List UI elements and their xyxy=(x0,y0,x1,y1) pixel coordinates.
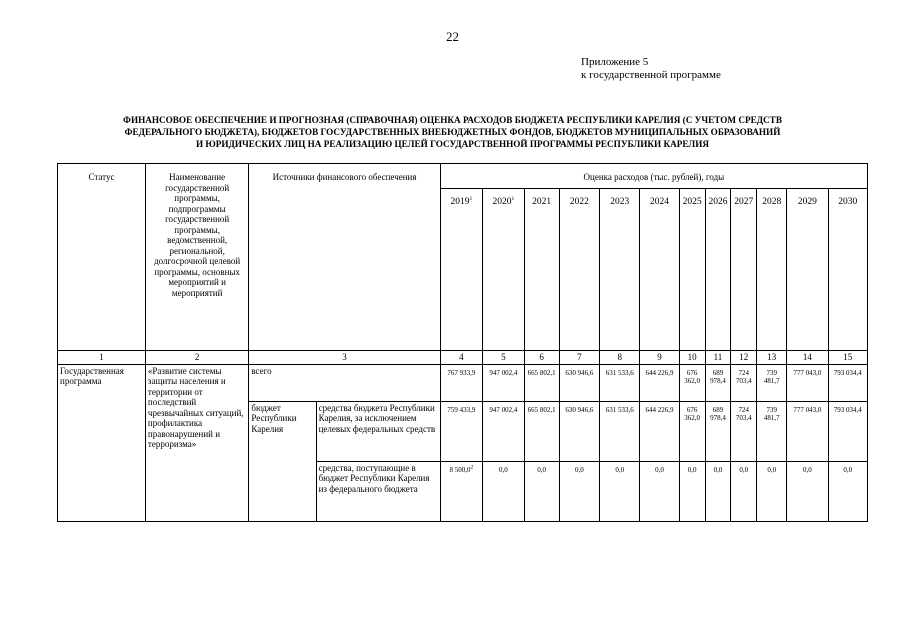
header-name: Наименование государственной программы, подпрограммы государственной программы, ведомственной, региональной, долгосрочной целевой программы, основных мероприятий и мероприятий xyxy=(145,164,248,351)
year-header-2019 xyxy=(440,189,482,351)
column-number-1: 1 xyxy=(58,351,146,365)
rk-funds-value: 689 978,4 xyxy=(705,401,731,461)
column-number-13: 13 xyxy=(757,351,787,365)
year-header-2021 xyxy=(524,189,559,351)
annex-line-2: к государственной программе xyxy=(581,69,721,81)
year-label: 2030 xyxy=(838,197,858,207)
total-value: 665 802,1 xyxy=(524,364,559,401)
source-federal-funds: средства, поступающие в бюджет Республики Карелия из федерального бюджета xyxy=(316,461,440,521)
year-label: 2025 xyxy=(682,197,702,207)
federal-funds-value: 0,0 xyxy=(731,461,757,521)
rk-funds-value: 665 802,1 xyxy=(524,401,559,461)
column-number-3: 3 xyxy=(249,351,440,365)
total-value: 724 703,4 xyxy=(731,364,757,401)
federal-funds-value: 0,0 xyxy=(757,461,787,521)
source-rk-funds: средства бюджета Республики Карелия, за исключением целевых федеральных средств xyxy=(316,401,440,461)
header-sources: Источники финансового обеспечения xyxy=(249,164,440,351)
value-federal-2019 xyxy=(440,461,482,521)
program-status: Государственная программа xyxy=(58,364,146,521)
year-header-2022 xyxy=(559,189,599,351)
total-value: 739 481,7 xyxy=(757,364,787,401)
total-value: 631 533,6 xyxy=(600,364,640,401)
rk-funds-value: 947 002,4 xyxy=(483,401,524,461)
year-header-2030 xyxy=(828,189,867,351)
footnote-mark: 1 xyxy=(469,195,473,202)
rk-funds-value: 777 043,0 xyxy=(787,401,828,461)
year-label: 2027 xyxy=(734,197,754,207)
year-label: 2020 xyxy=(492,197,512,207)
year-label: 2029 xyxy=(797,197,817,207)
column-number-row xyxy=(58,351,868,365)
column-number-15: 15 xyxy=(828,351,867,365)
year-label: 2019 xyxy=(450,197,470,207)
year-header-2028 xyxy=(757,189,787,351)
federal-funds-value: 0,0 xyxy=(483,461,524,521)
year-header-2025 xyxy=(679,189,705,351)
federal-funds-value: 0,0 xyxy=(559,461,599,521)
rk-funds-value: 644 226,9 xyxy=(640,401,679,461)
column-number-9: 9 xyxy=(640,351,679,365)
federal-funds-value: 0,0 xyxy=(828,461,867,521)
total-value: 767 933,9 xyxy=(440,364,482,401)
year-header-2026 xyxy=(705,189,731,351)
program-name: «Развитие системы защиты населения и территории от последствий чрезвычайных ситуаций, профилактика правонарушений и терроризма» xyxy=(145,364,248,521)
total-value: 947 002,4 xyxy=(483,364,524,401)
title-line-1: ФИНАНСОВОЕ ОБЕСПЕЧЕНИЕ И ПРОГНОЗНАЯ (СПРАВОЧНАЯ) ОЦЕНКА РАСХОДОВ БЮДЖЕТА РЕСПУБЛИКИ КАРЕЛИЯ (С УЧЕТОМ СРЕДСТВ xyxy=(123,115,782,125)
year-label: 2024 xyxy=(650,197,669,207)
rk-funds-value: 724 703,4 xyxy=(731,401,757,461)
footnote-mark: 2 xyxy=(470,464,474,471)
rk-funds-value: 630 946,6 xyxy=(559,401,599,461)
finance-table xyxy=(57,163,868,522)
federal-funds-value: 0,0 xyxy=(705,461,731,521)
table-row-total xyxy=(58,364,868,401)
column-number-6: 6 xyxy=(524,351,559,365)
header-estimate: Оценка расходов (тыс. рублей), годы xyxy=(440,164,867,189)
total-value: 777 043,0 xyxy=(787,364,828,401)
annex-line-1: Приложение 5 xyxy=(581,56,649,68)
value-federal-2019-text: 8 500,0 xyxy=(449,465,471,474)
document-title xyxy=(40,114,865,150)
rk-funds-value: 631 533,6 xyxy=(600,401,640,461)
year-header-2023 xyxy=(600,189,640,351)
federal-funds-value: 0,0 xyxy=(640,461,679,521)
column-number-7: 7 xyxy=(559,351,599,365)
source-total: всего xyxy=(249,364,440,401)
rk-funds-value: 793 034,4 xyxy=(828,401,867,461)
total-value: 689 978,4 xyxy=(705,364,731,401)
title-line-3: И ЮРИДИЧЕСКИХ ЛИЦ НА РЕАЛИЗАЦИЮ ЦЕЛЕЙ ГОСУДАРСТВЕННОЙ ПРОГРАММЫ РЕСПУБЛИКИ КАРЕЛИЯ xyxy=(195,139,710,149)
year-header-2029 xyxy=(787,189,828,351)
budget-rk-label: бюджет Республики Карелия xyxy=(249,401,316,521)
annex-caption xyxy=(581,56,721,82)
year-label: 2028 xyxy=(762,197,782,207)
federal-funds-value: 0,0 xyxy=(524,461,559,521)
column-number-4: 4 xyxy=(440,351,482,365)
year-label: 2021 xyxy=(532,197,552,207)
federal-funds-value: 0,0 xyxy=(600,461,640,521)
column-number-2: 2 xyxy=(145,351,248,365)
header-status: Статус xyxy=(58,164,146,351)
column-number-14: 14 xyxy=(787,351,828,365)
column-number-8: 8 xyxy=(600,351,640,365)
column-number-12: 12 xyxy=(731,351,757,365)
federal-funds-value: 0,0 xyxy=(679,461,705,521)
column-number-5: 5 xyxy=(483,351,524,365)
year-header-2020 xyxy=(483,189,524,351)
column-number-10: 10 xyxy=(679,351,705,365)
year-header-2024 xyxy=(640,189,679,351)
federal-funds-value: 0,0 xyxy=(787,461,828,521)
total-value: 644 226,9 xyxy=(640,364,679,401)
total-value: 793 034,4 xyxy=(828,364,867,401)
rk-funds-value: 676 362,0 xyxy=(679,401,705,461)
year-header-2027 xyxy=(731,189,757,351)
total-value: 676 362,0 xyxy=(679,364,705,401)
rk-funds-value: 739 481,7 xyxy=(757,401,787,461)
year-label: 2026 xyxy=(708,197,728,207)
page-number: 22 xyxy=(446,29,459,44)
year-label: 2023 xyxy=(610,197,630,207)
year-label: 2022 xyxy=(569,197,589,207)
total-value: 630 946,6 xyxy=(559,364,599,401)
title-line-2: ФЕДЕРАЛЬНОГО БЮДЖЕТА), БЮДЖЕТОВ ГОСУДАРСТВЕННЫХ ВНЕБЮДЖЕТНЫХ ФОНДОВ, БЮДЖЕТОВ МУНИЦИПАЛЬНЫХ ОБРАЗОВАНИЙ xyxy=(124,127,781,137)
column-number-11: 11 xyxy=(705,351,731,365)
footnote-mark: 1 xyxy=(511,195,515,202)
rk-funds-value: 759 433,9 xyxy=(440,401,482,461)
